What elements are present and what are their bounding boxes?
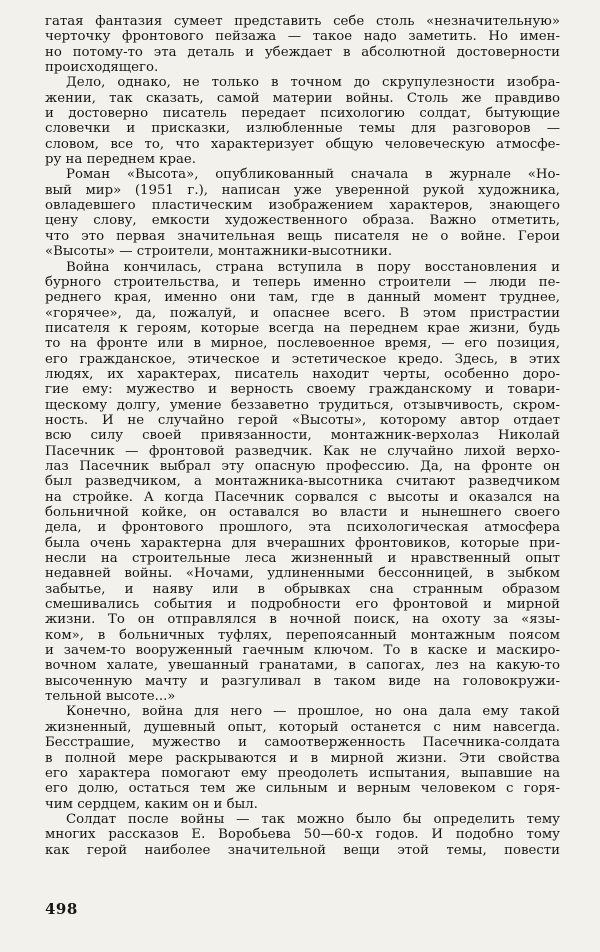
text-line: в полной мере раскрываются и в мирной жизни. Эти свойства [45,750,560,766]
text-line: что это первая значительная вещь писателя не о войне. Герои [45,228,560,244]
text-line: Бесстрашие, мужество и самоотверженность Пасечника-солдата [45,735,560,751]
text-line: вочном халате, увешанный гранатами, в сапогах, лез на какую-то [45,658,560,674]
text-line: жизненный, душевный опыт, который останется с ним навсегда. [45,719,560,735]
text-line: Конечно, война для него — прошлое, но она дала ему такой [66,704,560,720]
text-line: дела, и фронтового прошлого, эта психологическая атмосфера [45,520,560,536]
text-line: Война кончилась, страна вступила в пору восстановления и [66,259,560,275]
text-line: на стройке. А когда Пасечник сорвался с высоты и оказался на [45,489,560,505]
text-line: больничной койке, он оставался во власти и нынешнего своего [45,505,560,520]
text-line: происходящего. [45,60,159,76]
text-line: всю силу своей привязанности, монтажник-верхолаз Николай [45,428,560,444]
text-line: гатая фантазия сумеет представить себе столь «незначительную» [45,14,560,29]
text-line: и зачем-то вооруженный гаечным ключом. То в каске и маскиро- [45,643,560,659]
text-line: и достоверно писатель передает психологию солдат, бытующие [45,106,560,122]
text-line: писателя к героям, которые всегда на переднем крае жизни, будь [45,320,560,336]
text-line: высоченную мачту и разгуливал в таком виде на головокружи- [45,673,560,689]
text-line: «горячее», да, пожалуй, и опаснее всего. В этом пристрастии [45,305,560,321]
text-line: бурного строительства, и теперь именно строители — люди пе- [45,274,560,290]
text-line: цену слову, емкости художественного образа. Важно отметить, [45,213,560,229]
text-line: его долю, остаться тем же сильным и верным человеком с горя- [45,781,560,797]
text-line: черточку фронтового пейзажа — такое надо заметить. Но имен- [45,29,560,45]
text-line: то на фронте или в мирное, послевоенное время, — его позиция, [45,336,560,352]
text-line: ность. И не случайно герой «Высоты», которому автор отдает [45,412,560,428]
text-line: людях, их характерах, писатель находит черты, особенно доро- [45,366,560,382]
text-line: многих рассказов Е. Воробьева 50—60-х годов. И подобно тому [45,827,560,843]
text-line: овладевшего пластическим изображением характеров, знающего [45,198,560,214]
text-line: Пасечник — фронтовой разведчик. Как не случайно лихой верхо- [45,443,560,459]
text-line: вый мир» (1951 г.), написан уже уверенной рукой художника, [45,182,560,198]
text-line: была очень характерна для вчерашних фронтовиков, которые при- [45,535,560,551]
text-line: щескому долгу, умение беззаветно трудиться, отзывчивость, скром- [45,397,560,413]
text-line: жении, так сказать, самой материи войны. Столь же правдиво [45,90,560,106]
text-line: тельной высоте...» [45,689,176,705]
page-number: 498 [45,900,78,918]
text-line: но потому-то эта деталь и убеждает в абсолютной достоверности [45,44,560,60]
text-line: лаз Пасечник выбрал эту опасную профессию. Да, на фронте он [45,458,560,474]
text-line: как герой наиболее значительной вещи этой темы, повести [45,842,560,858]
text-line: его характера помогают ему преодолеть испытания, выпавшие на [45,765,560,781]
text-line: Дело, однако, не только в точном до скрупулезности изобра- [66,75,560,91]
text-line: ру на переднем крае. [45,152,197,168]
text-line: жизни. То он отправлялся в ночной поиск, на охоту за «язы- [45,612,560,628]
text-line: был разведчиком, а монтажника-высотника считают разведчиком [45,474,560,490]
text-line: Роман «Высота», опубликованный сначала в журнале «Но- [66,167,560,183]
text-line: «Высоты» — строители, монтажники-высотники. [45,244,393,260]
text-line: Солдат после войны — так можно было бы определить тему [66,811,560,827]
text-line: его гражданское, этическое и эстетическое кредо. Здесь, в этих [45,351,560,367]
text-line: недавней войны. «Ночами, удлиненными бессонницей, в зыбком [45,566,560,582]
page-body [45,14,560,858]
text-line: забытье, и наяву или в обрывках сна странным образом [45,581,560,597]
text-line: ком», в больничных туфлях, перепоясанный монтажным поясом [45,627,560,643]
text-line: словом, все то, что характеризует общую человеческую атмосфе- [45,136,560,152]
text-line: смешивались события и подробности его фронтовой и мирной [45,597,560,613]
text-line: словечки и присказки, излюбленные темы для разговоров — [45,121,560,137]
text-line: гие ему: мужество и верность своему гражданскому и товари- [45,382,560,398]
text-line: реднего края, именно они там, где в данный момент труднее, [45,290,560,306]
text-line: чим сердцем, каким он и был. [45,796,258,812]
text-line: несли на строительные леса жизненный и нравственный опыт [45,551,560,567]
